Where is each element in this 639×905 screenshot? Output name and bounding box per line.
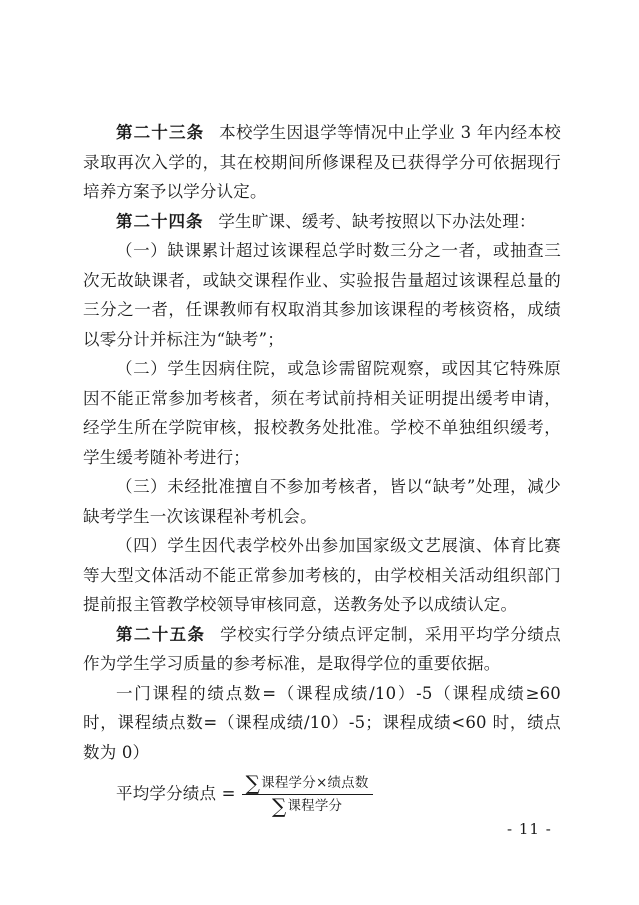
formula-denominator [271,793,343,818]
document-body [83,118,561,819]
article-24-heading: 第二十四条 [116,211,204,231]
article-25-heading: 第二十五条 [116,624,206,644]
numerator-text: 课程学分×绩点数 [261,774,369,791]
formula-fraction [242,770,373,818]
sigma-symbol: ∑ [245,770,261,795]
denominator-text: 课程学分 [287,797,343,814]
article-24-text: 学生旷课、缓考、缺考按照以下办法处理： [218,211,536,231]
article-24-item-3: （三）未经批准擅自不参加考核者，皆以“缺考”处理，减少缺考学生一次该课程补考机会。 [83,477,561,526]
article-24-item-1: （一）缺课累计超过该课程总学时数三分之一者，或抽查三次无故缺课者，或缺交课程作业、实验报告量超过该课程总量的三分之一者，任课教师有权取消其参加该课程的考核资格，成绩以零分计并标注为“缺考”； [83,241,561,349]
article-25-text: 学校实行学分绩点评定制，采用平均学分绩点作为学生学习质量的参考标准，是取得学位的重要依据。 [83,624,562,673]
formula-label: 平均学分绩点 = [116,784,236,804]
article-25-paragraph [83,620,561,679]
article-23-text: 本校学生因退学等情况中止学业 3 年内经本校录取再次入学的，其在校期间所修课程及已获得学分可依据现行培养方案予以学分认定。 [83,123,562,201]
sigma-symbol: ∑ [271,793,287,818]
page-number: - 11 - [507,820,552,838]
grade-point-rule: 一门课程的绩点数=（课程成绩/10）-5（课程成绩≥60 时，课程绩点数=（课程成绩/10）-5；课程成绩<60 时，绩点数为 0） [83,683,561,762]
article-24-paragraph [83,207,561,237]
gpa-formula [83,769,561,819]
article-23-heading: 第二十三条 [116,123,205,142]
article-24-item-2: （二）学生因病住院，或急诊需留院观察，或因其它特殊原因不能正常参加考核者，须在考试前持相关证明提出缓考申请，经学生所在学院审核，报校教务处批准。学校不单独组织缓考，学生缓考随补考进行； [83,359,561,467]
formula-numerator [242,770,373,795]
article-24-item-4: （四）学生因代表学校外出参加国家级文艺展演、体育比赛等大型文体活动不能正常参加考核的，由学校相关活动组织部门提前报主管教学校领导审核同意，送教务处予以成绩认定。 [83,536,561,614]
article-23-paragraph [83,118,561,207]
